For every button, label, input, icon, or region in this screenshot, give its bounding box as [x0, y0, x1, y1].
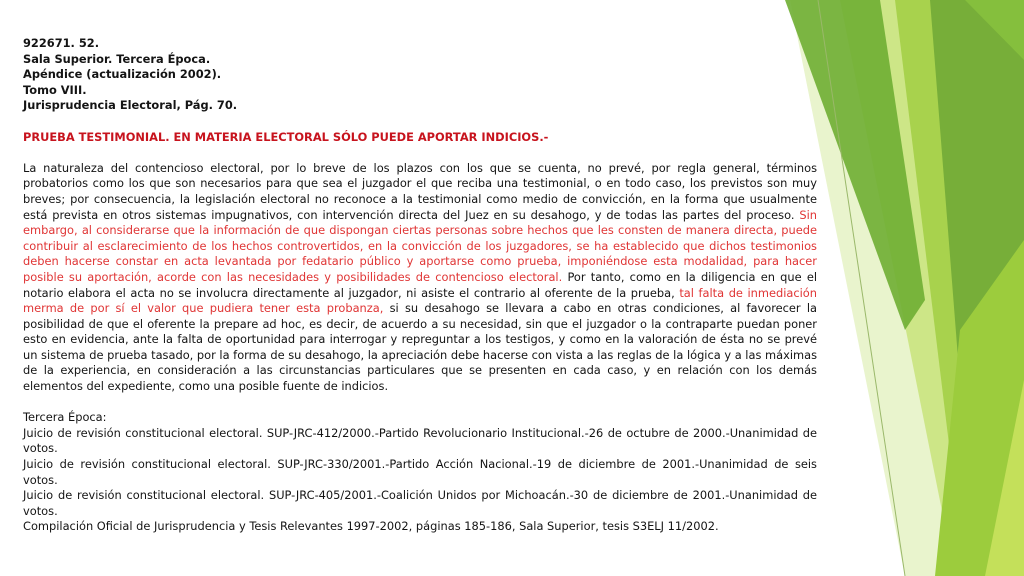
thesis-body — [23, 161, 817, 395]
body-sentence-1: La naturaleza del contencioso electoral, por lo breve de los plazos con los que se cuenta, no prevé, por regla general, términos probatorios como los que son necesarios para que sea el juzgador el que reciba una testimonial, o en todo caso, los previstos son muy breves; por consecuencia, la legislación electoral no reconoce a la testimonial como medio de convicción, en la forma que usualmente está prevista en otros sistemas impugnativos, con intervención directa del Juez en su desahogo, y de todas las partes del proceso. — [23, 160, 817, 222]
body-highlight-2: tal falta de inmediación merma de por sí el valor que pudiera tener esta probanza, — [23, 285, 817, 316]
chamber-epoch: Sala Superior. Tercera Época. — [23, 51, 211, 66]
reference-item: Juicio de revisión constitucional electoral. SUP-JRC-412/2000.-Partido Revolucionario Institucional.-26 de octubre de 2000.-Unanimidad de votos. — [23, 425, 817, 456]
source-page: Jurisprudencia Electoral, Pág. 70. — [23, 98, 238, 113]
document-text — [23, 36, 817, 535]
epoch-label: Tercera Época: — [23, 410, 107, 425]
registry-number: 922671. 52. — [23, 36, 100, 50]
body-sentence-3: si su desahogo se llevara a cabo en otras condiciones, al favorecer la posibilidad de que el oferente la prepare ad hoc, es decir, de acuerdo a su necesidad, sin que el juzgador o la contraparte puedan poner esto en evidencia, ante la falta de oportunidad para interrogar y repreguntar a los testigos, y como en la valoración de ésta no se prevé un sistema de prueba tasado, por la forma de su desahogo, la apreciación debe hacerse con vista a las reglas de la lógica y a las máximas de la experiencia, en consideración a las circunstancias particulares que se presenten en cada caso, y en relación con los demás elementos del expediente, como una posible fuente de indicios. — [23, 301, 818, 394]
reference-item: Juicio de revisión constitucional electoral. SUP-JRC-330/2001.-Partido Acción Nacional.-19 de diciembre de 2001.-Unanimidad de seis votos. — [23, 457, 817, 487]
compilation-note: Compilación Oficial de Jurisprudencia y Tesis Relevantes 1997-2002, páginas 185-186, Sala Superior, tesis S3ELJ 11/2002. — [23, 519, 719, 534]
reference-item: Juicio de revisión constitucional electoral. SUP-JRC-405/2001.-Coalición Unidos por Michoacán.-30 de diciembre de 2001.-Unanimidad de votos. — [23, 488, 817, 518]
references — [23, 410, 817, 535]
thesis-title: PRUEBA TESTIMONIAL. EN MATERIA ELECTORAL SÓLO PUEDE APORTAR INDICIOS.- — [23, 129, 549, 144]
thesis-header — [23, 36, 817, 114]
appendix-info: Apéndice (actualización 2002). — [23, 67, 222, 82]
volume-info: Tomo VIII. — [23, 82, 87, 97]
body-highlight-1: Sin embargo, al considerarse que la información de que dispongan ciertas personas sobre hechos que les consten de manera directa, puede contribuir al esclarecimiento de los hechos controvertidos, en la convicción de los juzgadores, se ha establecido que dichos testimonios deben hacerse constar en acta levantada por fedatario público y aportarse como prueba, imponiéndose esta modalidad, para hacer posible su aportación, acorde con las necesidades y posibilidades de contencioso electoral. — [23, 207, 817, 284]
body-sentence-2: Por tanto, como en la diligencia en que el notario elabora el acta no se involucra directamente al juzgador, ni asiste el contrario al oferente de la prueba, — [23, 269, 818, 300]
